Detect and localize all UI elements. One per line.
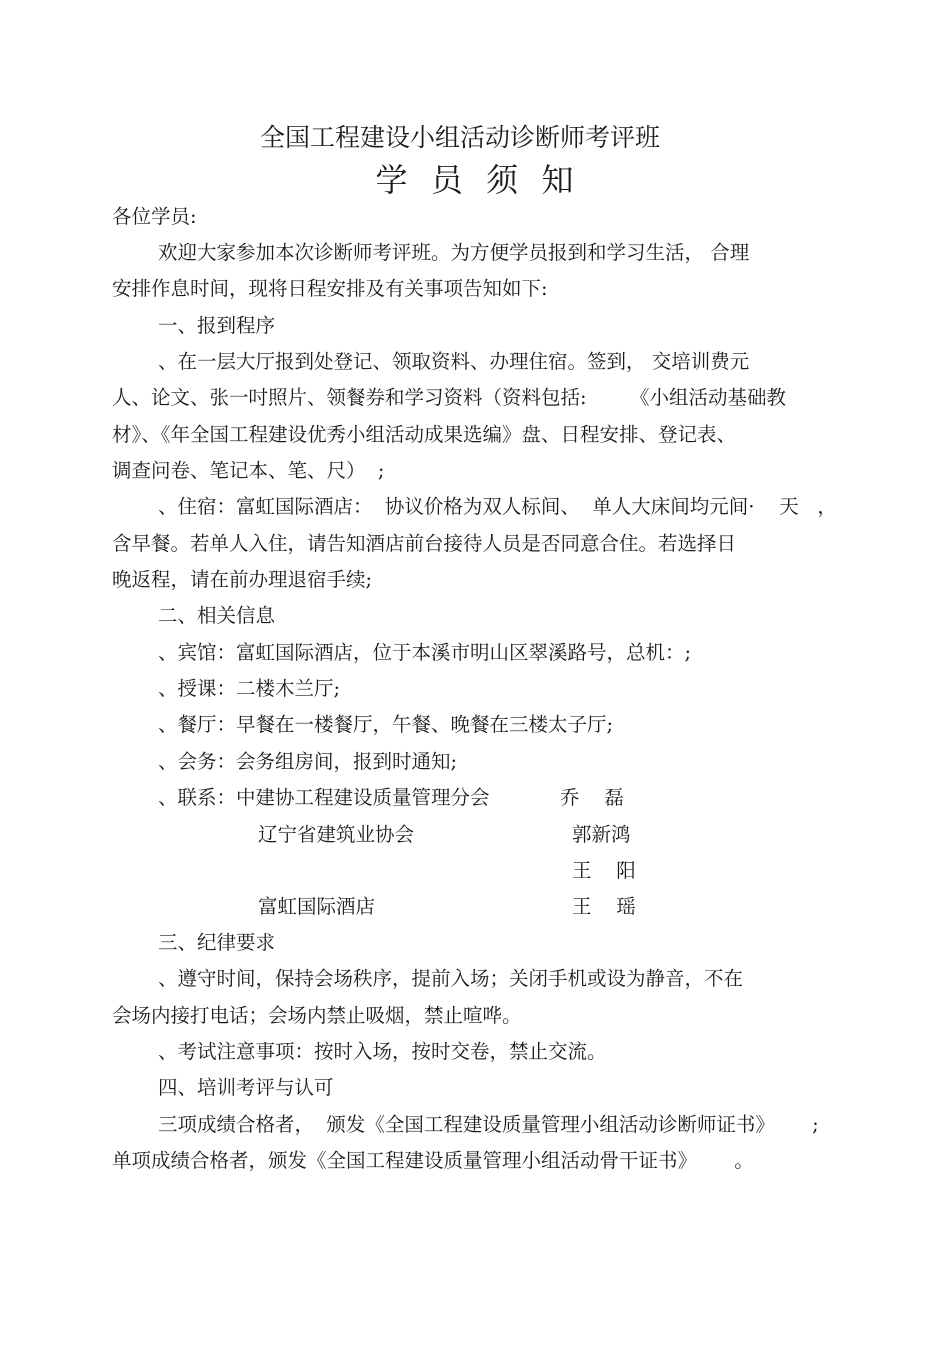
document-subtitle: 学 员 须 知 [375,161,575,199]
paragraph-line: 人、论文、张一吋照片、领餐券和学习资料（资料包括: 《小组活动基础教 [112,386,786,409]
paragraph-line: 、考试注意事项：按时入场，按时交卷，禁止交流。 [158,1040,607,1063]
paragraph-line: 调查问卷、笔记本、笔、尺） ; [112,459,385,482]
section-heading: 三、纪律要求 [158,931,276,954]
contact-person: 郭新鸿 [572,823,631,846]
greeting: 各位学员: [112,205,197,228]
document-title: 全国工程建设小组活动诊断师考评班 [259,123,660,152]
contact-person: 王 瑶 [572,895,636,918]
paragraph-line: 、在一层大厅报到处登记、领取资料、办理住宿。签到， 交培训费元 [158,350,750,373]
contact-org: 辽宁省建筑业协会 [258,823,415,846]
paragraph-line: 材》、《年全国工程建设优秀小组活动成果选编》盘、日程安排、登记表、 [112,423,737,446]
intro-line: 安排作息时间，现将日程安排及有关事项告知如下: [112,277,548,300]
paragraph-line: 、遵守时间，保持会场秩序，提前入场；关闭手机或设为静音，不在 [158,967,744,990]
paragraph-line: 晚返程，请在前办理退宿手续; [112,568,373,591]
paragraph-line: 、餐厅：早餐在一楼餐厅，午餐、晚餐在三楼太子厅; [158,713,614,736]
paragraph-line: 、宾馆：富虹国际酒店，位于本溪市明山区翠溪路号，总机：; [158,641,692,664]
section-heading: 二、相关信息 [158,604,276,627]
section-heading: 四、培训考评与认可 [158,1076,334,1099]
intro-line: 欢迎大家参加本次诊断师考评班。为方便学员报到和学习生活， 合理 [158,241,750,264]
contact-label: 、联系：中建协工程建设质量管理分会 [158,786,490,809]
contact-person: 王 阳 [572,859,636,882]
paragraph-line: 单项成绩合格者，颁发《全国工程建设质量管理小组活动骨干证书》 。 [112,1149,754,1172]
paragraph-line: 、住宿：富虹国际酒店： 协议价格为双人标间、 单人大床间均元间· 天 ， [158,495,837,518]
paragraph-line: 三项成绩合格者， 颁发《全国工程建设质量管理小组活动诊断师证书》 ; [158,1113,819,1136]
contact-org: 富虹国际酒店 [258,895,376,918]
paragraph-line: 、会务：会务组房间，报到时通知; [158,750,458,773]
paragraph-line: 含早餐。若单人入住，请告知酒店前台接待人员是否同意合住。若选择日 [112,532,737,555]
paragraph-line: 、授课：二楼木兰厅; [158,677,341,700]
section-heading: 一、报到程序 [158,314,276,337]
paragraph-line: 会场内接打电话；会场内禁止吸烟，禁止喧哗。 [112,1004,522,1027]
contact-person: 乔 磊 [560,786,624,809]
